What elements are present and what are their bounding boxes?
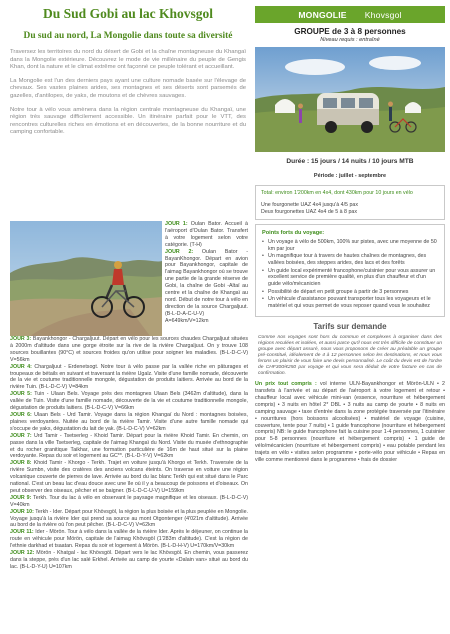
itinerary-text xyxy=(10,336,248,571)
vehicle-line: Deux fourgonettes UAZ 4x4 de 5 à 8 pax xyxy=(261,208,357,215)
page-subtitle: Du sud au nord, La Mongolie dans toute sa diversité xyxy=(23,31,233,41)
day-entry: JOUR 8: Khoid Tamir - Khorgo - Terkh. Trajet en voiture jusqu'à Khorgo et Terkh. Traversée de la rivière Sumbn, visite des cratères des anciens volcans éteints. On traverse en voiture une région volcanique couverte de pierres de lave. Arrivée au bord du lac blanc Terkh qui est situé dans le Parc national. C'est un beau lac d'eau douce avec une île où il y a beaucoup de poissons et d'oiseaux. On peut observer des oiseaux, pêcher et se baigner. (B-L-D-C-U-V) U=159km xyxy=(10,460,248,494)
cyclist-photo xyxy=(10,221,162,336)
highlight-item: • Possibilité de départ en petit groupe à partir de 3 personnes xyxy=(262,289,438,296)
total-distance: Total: environ 1'200km en 4x4, dont 430km pour 10 jours en vélo xyxy=(261,190,413,196)
price-includes xyxy=(255,381,445,464)
trip-duration: Durée : 15 jours / 14 nuits / 10 jours MTB xyxy=(286,158,414,165)
price-details: vol interne ULN-Bayankhongor et Mörön-ULN • 2 transfets à l'arrivée et au départ de l'aéroport à votre logement et retour • chauffeur local avec véhicule mini-van (essence, nourriture et hébergement compris) • 3 nuits en hôtel 2* DBL • 3 nuits au camp de yourte • 8 nuits en camping sauvage • taxe d'entrée dans la zone protégée traversée par l'itinéraire • nourritures (hors boissons alcoolisées) • matériel de voyage (cuisine, couverture, tente pour 7 nuits) • 1 guide francophone (nourriture et hébergement compris) NB: le guide francophone fait la cuisine pour 1-4 personnes, 1 cuisinier pour 5-8 personnes (nourriture et hébergement compris) • 1 guide de vélo/mécanicien (nourriture et hébergement compris) • eau potable pendant les trajets en vélo • visites selon programme • porte-vélo pour véhicule • Repas en ville comme mentionné dans le programme • frais de dossier xyxy=(255,381,446,464)
intro-paragraph: Notre tour à vélo vous amènera dans la région centrale montagneuse du Khangaï, une région très sauvage difficilement accessible. Un itinéraire parfait pour le VTT, des rencontres culturelles riches en émotions et en découvertes, de la bonne nourriture et du camping confortable. xyxy=(10,106,246,136)
day-entry: JOUR 3: Bayankhongor - Chargaljuut. Départ en vélo pour les sources chaudes Chargaljuut situées à 2000m d'altitude dans une gorge étroite sur la rive de la rivière Chargaljuut. On y trouve 108 sources bouillantes (90°C) et sources froides qu'on utilise pour soigner les maladies. (B-L-D-C-V) V=56km xyxy=(10,336,248,363)
highlights-title: Points forts du voyage: xyxy=(262,230,325,237)
left-column xyxy=(10,6,246,143)
trip-period: Période : juillet - septembre xyxy=(313,173,387,179)
highlights-list xyxy=(262,239,438,309)
intro-paragraph: La Mongolie est l'un des derniers pays ayant une culture nomade basée sur l'élevage de chevaux. Ses vastes plaines arides, ses montagnes et ses déserts sont parsemés de gazelles, d'antilopes, de yaks, de moutons et de chèvres sauvages. xyxy=(10,77,246,99)
highlight-item: • Un magnifique tour à travers de hautes chaînes de montagnes, des vallées boisées, des steppes arides, des lacs et des forêts xyxy=(262,253,438,267)
van-photo xyxy=(255,47,445,152)
price-label: Un prix tout compris : xyxy=(255,381,317,388)
right-column xyxy=(255,6,445,464)
intro-text xyxy=(10,49,246,137)
day-entry: JOUR 5: Tuin - Ulaan Bels. Voyage près des montagnes Ulaan Bels (3462m d'altitude), dans la vallée de Tuin. Visite d'une famille nomade, découverte de la vie et coutume traditionnelle mongole, dégustation de produits laitiers. (B-L-D-C-V) V=66km xyxy=(10,391,248,412)
day-entry: JOUR 1: Oulan Bator. Accueil à l'aéroport d'Oulan Bator. Transfert à votre logement selon votre catégorie. (T-H) xyxy=(165,221,248,248)
total-box xyxy=(255,185,445,220)
pricing-text: Comme nos voyages sont hors du commun et complexes à organiser dans des régions reculées et isolées, et aussi parce qu'il nous est très difficile de constituer un groupe avec départ assuré, nous vous proposons de créer au préalable un groupe pré-constitué, idéalement de 4 à 12 personnes selon les destinations, et nous vous ferons un plaisir de vous faire une devis personnalisé. Le coût du devis est de l'ordre de CHF300/€250 par voyage et qui vous sera déduit de votre facture en cas de confirmation. xyxy=(258,335,442,377)
group-title: GROUPE de 3 à 8 personnes xyxy=(294,27,406,36)
intro-paragraph: Traversez les territoires du nord du désert de Gobi et la chaîne montagneuse du Khangaï dans la Mongolie extérieure. Découvrez le mode de vie millénaire du peuple de Gengis Khan, dont la nature et le climat extrême ont façonné ce peuple tolérant et accueillant. xyxy=(10,49,246,71)
vehicle-line: Une fourgonette UAZ 4x4 jusqu'à 4/5 pax xyxy=(261,201,359,208)
day-entry: JOUR 10: Terkh - Ider. Départ pour Khövsgöl, la région la plus boisée et la plus peuplée en Mongolie. Voyage jusqu'à la rivière Ider qui prend sa source au mont Otgontenger (4'021m d'altitude). Arrivée au bord de la rivière où l'on peut pêcher. (B-L-D-C-V) V=62km xyxy=(10,508,248,529)
highlight-item: • Un voyage à vélo de 500km, 100% sur pistes, avec une moyenne de 50 km par jour xyxy=(262,239,438,253)
day-entry: JOUR 4: Chargaljuut - Erdenetsogt. Notre tour à vélo passe par la vallée riche en pâturages et troupeaux de bétails en suivant et traversant la rivière Ugalz. Visite d'une famille nomade, découverte de la vie et coutume traditionnelle mongole, dégustation de produits laitiers. Arrivée au bord de la rivière Tuin. (B-L-D-C-V) V=84km xyxy=(10,363,248,391)
itinerary-side xyxy=(165,221,248,325)
page-title: Du Sud Gobi au lac Khovsgol xyxy=(43,6,213,21)
day-entry: JOUR 2: Oulan Bator - BayanKhongor. Départ en avion pour Bayankhongor, capitale de l'aimag Bayankhongor où se trouve une partie de la grande réserve de Gobi, la chaîne de Gobi -Altaï au centre et la chaîne de Khangaï au nord. Début de notre tour à vélo en direction de la source Chargaljuut. (B-L-D-A-C-U-V) A=649km/V=12km xyxy=(165,248,248,324)
day-entry: JOUR 6: Ulaan Bels - Urd Tamir. Voyage dans la région Khangaï du Nord : montagnes boisées, plaines verdoyantes. Nuitée au bord de la rivière Tamir. Visite d'une autre famille nomade qui s'occupe de yaks, dégustation du lait de yak. (B-L-D-C-V) V=62km xyxy=(10,411,248,432)
banner-country: MONGOLIE xyxy=(298,9,347,20)
country-banner xyxy=(255,6,445,23)
group-level: Niveau requis : entraîné xyxy=(320,37,380,43)
pricing-title: Tarifs sur demande xyxy=(313,322,387,332)
day-entry: JOUR 7: Urd Tamir - Tsetserleg - Khoid Tamir. Départ pour la rivière Khoid Tamir. En chemin, on passe dans la ville Tsetserleg, capitale de l'aimag Khangaï du Nord. Visite du musée d'ethnographie et du rocher granitique Taikhar, une formation particulière de 16m de haut situé sur la plaine verdoyante. Repas du soir et logement au GC**. (B-L-D-Y-V) V=62km xyxy=(10,432,249,460)
highlights-box xyxy=(255,224,445,317)
day-entry: JOUR 9: Terkh. Tour du lac à vélo en observant le paysage magnifique et les oiseaux. (B-L-D-C-V) V=40km xyxy=(10,494,248,508)
banner-region: Khovsgol xyxy=(364,9,402,20)
highlight-item: • Un guide local expérimenté francophone/cuisinier pour vous assurer un excellent service de première qualité, en plus d'un chauffeur et d'un guide vélo/mécanicien xyxy=(262,268,438,288)
highlight-item: • Un véhicule d'assistance pouvant transporter tous les voyageurs et le matériel et qui vous permet de vous reposer quand vous le souhaitez xyxy=(262,296,438,310)
day-entry: JOUR 12: Mörön - Khatgal - lac Khövsgöl. Départ vers le lac Khövsgöl. En chemin, vous passerez dans la steppe, près d'un lac salé Erkhel. Arrivée au camp de yourte «Dalain van» situé au bord du lac. (B-L-D-Y-U) U=107km xyxy=(10,550,249,570)
day-entry: JOUR 11: Ider - Mörön. Tour à vélo dans la vallée de la rivière Ider. Après le déjeuner, on continue la route en véhicule pour Mörön, capitale de l'aimag Khövsgöl (1'283m d'altitude). C'est la région de l'ethnie darkhad et tsaatan. Repas du soir et logement à Mörön. (B-L-D-H-V) U=170km/V=30km xyxy=(10,529,248,550)
